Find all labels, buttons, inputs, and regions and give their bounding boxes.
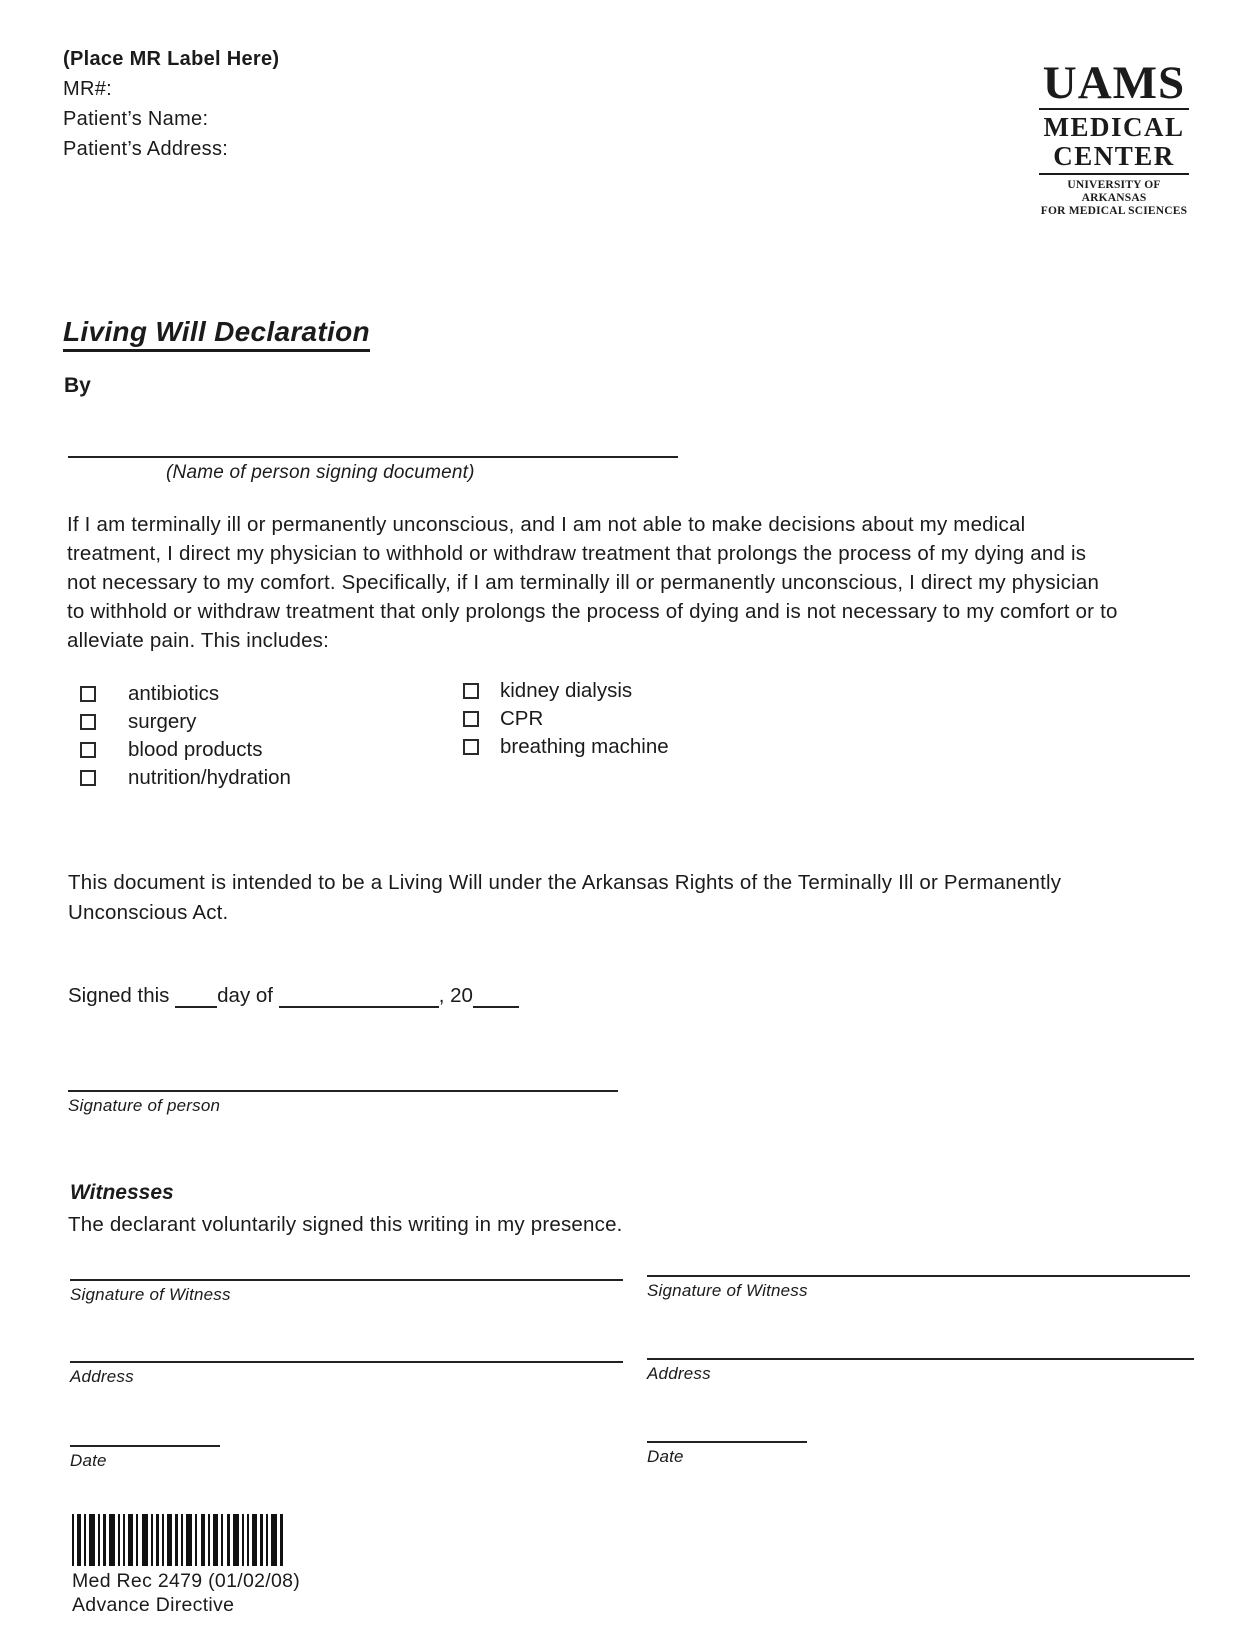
place-mr-label: (Place MR Label Here) <box>63 48 280 70</box>
witnesses-heading: Witnesses <box>70 1181 174 1204</box>
uams-logo <box>1038 57 1190 218</box>
declarant-name-field <box>68 428 678 484</box>
signed-middle: day of <box>217 984 273 1007</box>
cpr-checkbox[interactable] <box>463 711 479 727</box>
witness1-address-line[interactable] <box>70 1333 623 1363</box>
checkbox-label: surgery <box>128 710 197 733</box>
checkbox-row-breathing-machine <box>463 733 669 761</box>
checkbox-row-nutrition-hydration <box>80 764 291 792</box>
signed-date-sentence <box>68 984 519 1008</box>
declaration-paragraph: If I am terminally ill or permanently unconscious, and I am not able to make decisions about my medical treatment, I direct my physician to withhold or withdraw treatment that prolongs the process of my dying and is not necessary to my comfort. Specifically, if I am terminally ill or permanently unconscious, I direct my physician to withhold or withdraw treatment that only prolongs the process of dying and is not necessary to my comfort or to alleviate pain. This includes: <box>67 513 1118 652</box>
form-footer <box>72 1514 300 1617</box>
checkbox-label: kidney dialysis <box>500 679 633 702</box>
checkbox-label: CPR <box>500 707 544 730</box>
checkbox-row-surgery <box>80 708 291 736</box>
checkbox-label: blood products <box>128 738 263 761</box>
checkbox-label: breathing machine <box>500 735 669 758</box>
breathing-machine-checkbox[interactable] <box>463 739 479 755</box>
by-label: By <box>64 374 91 397</box>
witness2-date-caption: Date <box>647 1447 684 1466</box>
nutrition-hydration-checkbox[interactable] <box>80 770 96 786</box>
logo-uams-text: UAMS <box>1042 57 1186 109</box>
witness2-signature-field <box>647 1247 1190 1301</box>
checkbox-row-blood-products <box>80 736 291 764</box>
witness2-signature-caption: Signature of Witness <box>647 1281 808 1300</box>
person-signature-field <box>68 1062 618 1116</box>
witness1-signature-line[interactable] <box>70 1251 623 1281</box>
witness1-date-field <box>70 1417 220 1471</box>
witness2-date-line[interactable] <box>647 1413 807 1443</box>
patient-address-label: Patient’s Address: <box>63 138 229 160</box>
person-signature-line[interactable] <box>68 1062 618 1092</box>
logo-medical-text: MEDICAL <box>1043 112 1185 142</box>
witness1-address-caption: Address <box>70 1367 134 1386</box>
signed-year-prefix: , 20 <box>438 984 473 1007</box>
checkbox-label: antibiotics <box>128 682 220 705</box>
patient-name-label: Patient’s Name: <box>63 108 209 130</box>
mr-number-label: MR#: <box>63 78 112 100</box>
witness1-address-field <box>70 1333 623 1387</box>
checkbox-row-cpr <box>463 705 669 733</box>
checkbox-row-antibiotics <box>80 680 291 708</box>
intent-paragraph: This document is intended to be a Living Will under the Arkansas Rights of the Terminally Ill or Permanently Unconscious Act. <box>68 871 1062 924</box>
declarant-name-line[interactable] <box>68 428 678 458</box>
witness2-address-field <box>647 1330 1194 1384</box>
antibiotics-checkbox[interactable] <box>80 686 96 702</box>
witness2-date-field <box>647 1413 807 1467</box>
treatment-options-left <box>80 680 291 792</box>
logo-divider <box>1039 173 1189 175</box>
witness1-date-line[interactable] <box>70 1417 220 1447</box>
checkbox-row-kidney-dialysis <box>463 677 669 705</box>
treatment-options-right <box>463 677 669 761</box>
barcode <box>72 1514 284 1566</box>
kidney-dialysis-checkbox[interactable] <box>463 683 479 699</box>
logo-university-text: UNIVERSITY OF ARKANSAS FOR MEDICAL SCIENCES <box>1040 179 1188 217</box>
surgery-checkbox[interactable] <box>80 714 96 730</box>
form-title: Advance Directive <box>72 1594 235 1616</box>
witness2-signature-line[interactable] <box>647 1247 1190 1277</box>
witness1-signature-field <box>70 1251 623 1305</box>
witness1-signature-caption: Signature of Witness <box>70 1285 231 1304</box>
declarant-name-caption: (Name of person signing document) <box>166 462 475 483</box>
blood-products-checkbox[interactable] <box>80 742 96 758</box>
form-code: Med Rec 2479 (01/02/08) <box>72 1570 301 1592</box>
logo-center-text: CENTER <box>1053 141 1175 171</box>
witness2-address-line[interactable] <box>647 1330 1194 1360</box>
mr-label-block <box>63 44 279 164</box>
witness2-address-caption: Address <box>647 1364 711 1383</box>
month-blank-field[interactable] <box>279 986 439 1008</box>
year-blank-field[interactable] <box>473 986 519 1008</box>
day-blank-field[interactable] <box>175 986 217 1008</box>
checkbox-label: nutrition/hydration <box>128 766 291 789</box>
witness1-date-caption: Date <box>70 1451 107 1470</box>
signed-prefix: Signed this <box>68 984 170 1007</box>
witnesses-statement: The declarant voluntarily signed this writing in my presence. <box>68 1213 623 1236</box>
page-title: Living Will Declaration <box>63 316 370 352</box>
person-signature-caption: Signature of person <box>68 1096 221 1115</box>
